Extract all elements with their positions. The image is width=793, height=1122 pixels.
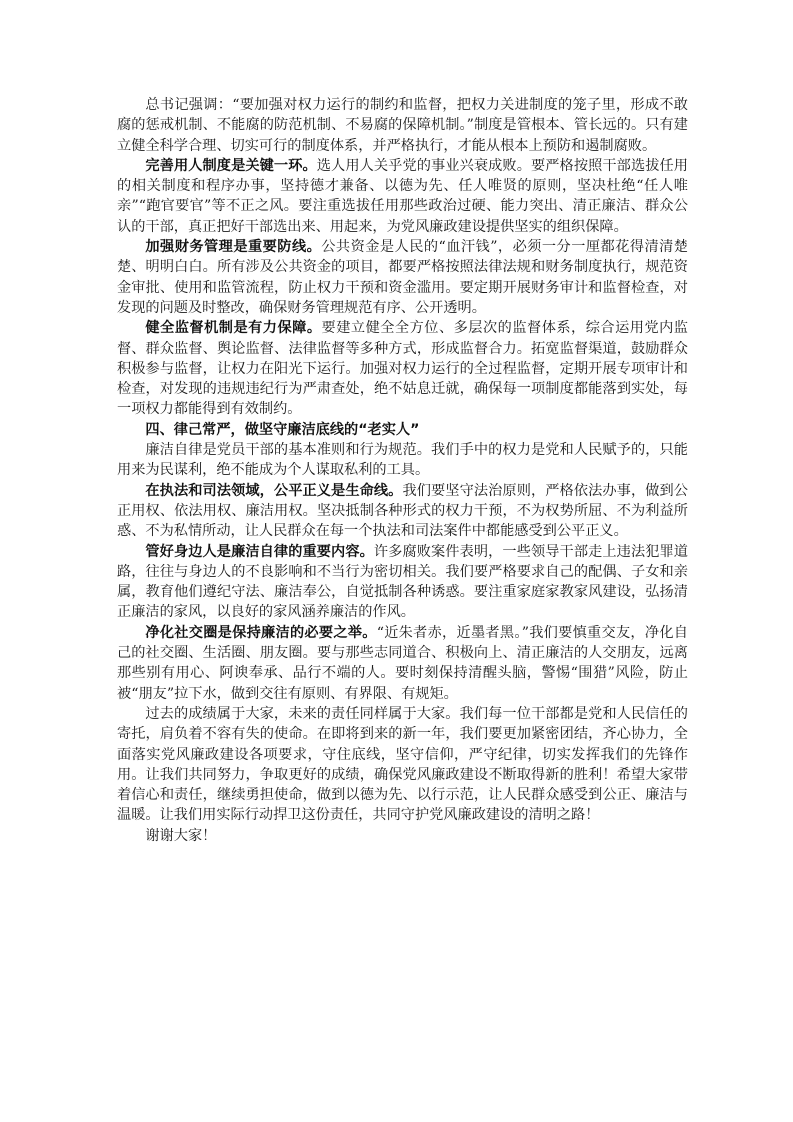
section-heading-four: 四、律己常严，做坚守廉洁底线的“老实人” (145, 421, 420, 438)
paragraph-text: 选人用人关乎党的事业兴衰成败。要严格按照干部选拔任用的相关制度和程序办事，坚持德才兼备、以德为先、任人唯贤的原则，坚决杜绝“任人唯亲”“跑官要官”等不正之风。要注重选拔任用那些政治过硬、能力突出、清正廉洁、群众公认的干部，真正把好干部选出来、用起来，为党风廉政建设提供坚实的组织保障。 (117, 157, 688, 235)
paragraph-text: 我们要坚守法治原则，严格依法办事，做到公正用权、依法用权、廉洁用权。坚决抵制各种形式的权力干预，不为权势所屈、不为利益所惑、不为私情所动，让人民群众在每一个执法和司法案件中都能感受到公平正义。 (117, 482, 688, 540)
paragraph-lead: 完善用人制度是关键一环。 (145, 157, 317, 174)
paragraph-text: 要建立健全全方位、多层次的监督体系，综合运用党内监督、群众监督、舆论监督、法律监督等多种方式，形成监督合力。拓宽监督渠道，鼓励群众积极参与监督，让权力在阳光下运行。加强对权力运行的全过程监督，定期开展专项审计和检查，对发现的违规违纪行为严肃查处，绝不姑息迁就，确保每一项制度都能落到实处，每一项权力都能得到有效制约。 (117, 320, 688, 418)
paragraph-text: 公共资金是人民的“血汗钱”，必须一分一厘都花得清清楚楚、明明白白。所有涉及公共资金的项目，都要严格按照法律法规和财务制度执行，规范资金审批、使用和监管流程，防止权力干预和资金滥用。要定期开展财务审计和监督检查，对发现的问题及时整改，确保财务管理规范有序、公开透明。 (117, 239, 688, 316)
paragraph-thanks (117, 826, 688, 846)
paragraph-family (117, 542, 688, 623)
paragraph-text: 谢谢大家！ (145, 827, 217, 844)
paragraph-social-circle (117, 623, 688, 704)
paragraph-text: 许多腐败案件表明，一些领导干部走上违法犯罪道路，往往与身边人的不良影响和不当行为密切相关。我们要严格要求自己的配偶、子女和亲属，教育他们遵纪守法、廉洁奉公，自觉抵制各种诱惑。要注重家庭家教家风建设，弘扬清正廉洁的家风，以良好的家风涵养廉洁的作风。 (117, 543, 688, 621)
paragraph-self-discipline (117, 440, 688, 481)
paragraph-lead: 在执法和司法领域，公平正义是生命线。 (145, 482, 403, 499)
paragraph-intro (117, 95, 688, 156)
paragraph-lead: 净化社交圈是保持廉洁的必要之举。 (145, 624, 377, 641)
paragraph-justice (117, 481, 688, 542)
paragraph-text: 总书记强调：“要加强对权力运行的制约和监督，把权力关进制度的笼子里，形成不敢腐的惩戒机制、不能腐的防范机制、不易腐的保障机制。”制度是管根本、管长远的。只有建立健全科学合理、切实可行的制度体系，并严格执行，才能从根本上预防和遏制腐败。 (117, 97, 688, 154)
paragraph-personnel-system (117, 156, 688, 237)
paragraph-text: 廉洁自律是党员干部的基本准则和行为规范。我们手中的权力是党和人民赋予的，只能用来为民谋利，绝不能成为个人谋取私利的工具。 (117, 442, 688, 479)
document-body (117, 95, 688, 846)
paragraph-lead: 健全监督机制是有力保障。 (145, 320, 322, 337)
paragraph-financial-management (117, 237, 688, 318)
paragraph-text: “近朱者赤，近墨者黑。”我们要慎重交友，净化自己的社交圈、生活圈、朋友圈。要与那些志同道合、积极向上、清正廉洁的人交朋友，远离那些别有用心、阿谀奉承、品行不端的人。要时刻保持清醒头脑，警惕“围猎”风险，防止被“朋友”拉下水，做到交往有原则、有界限、有规矩。 (117, 624, 688, 702)
paragraph-closing (117, 704, 688, 826)
paragraph-lead: 管好身边人是廉洁自律的重要内容。 (145, 543, 374, 560)
paragraph-lead: 加强财务管理是重要防线。 (145, 239, 322, 256)
paragraph-supervision (117, 318, 688, 419)
paragraph-text: 过去的成绩属于大家，未来的责任同样属于大家。我们每一位干部都是党和人民信任的寄托，肩负着不容有失的使命。在即将到来的新一年，我们要更加紧密团结，齐心协力，全面落实党风廉政建设各项要求，守住底线，坚守信仰，严守纪律，切实发挥我们的先锋作用。让我们共同努力，争取更好的成绩，确保党风廉政建设不断取得新的胜利！希望大家带着信心和责任，继续勇担使命，做到以德为先、以行示范，让人民群众感受到公正、廉洁与温暖。让我们用实际行动捍卫这份责任，共同守护党风廉政建设的清明之路！ (117, 705, 688, 824)
